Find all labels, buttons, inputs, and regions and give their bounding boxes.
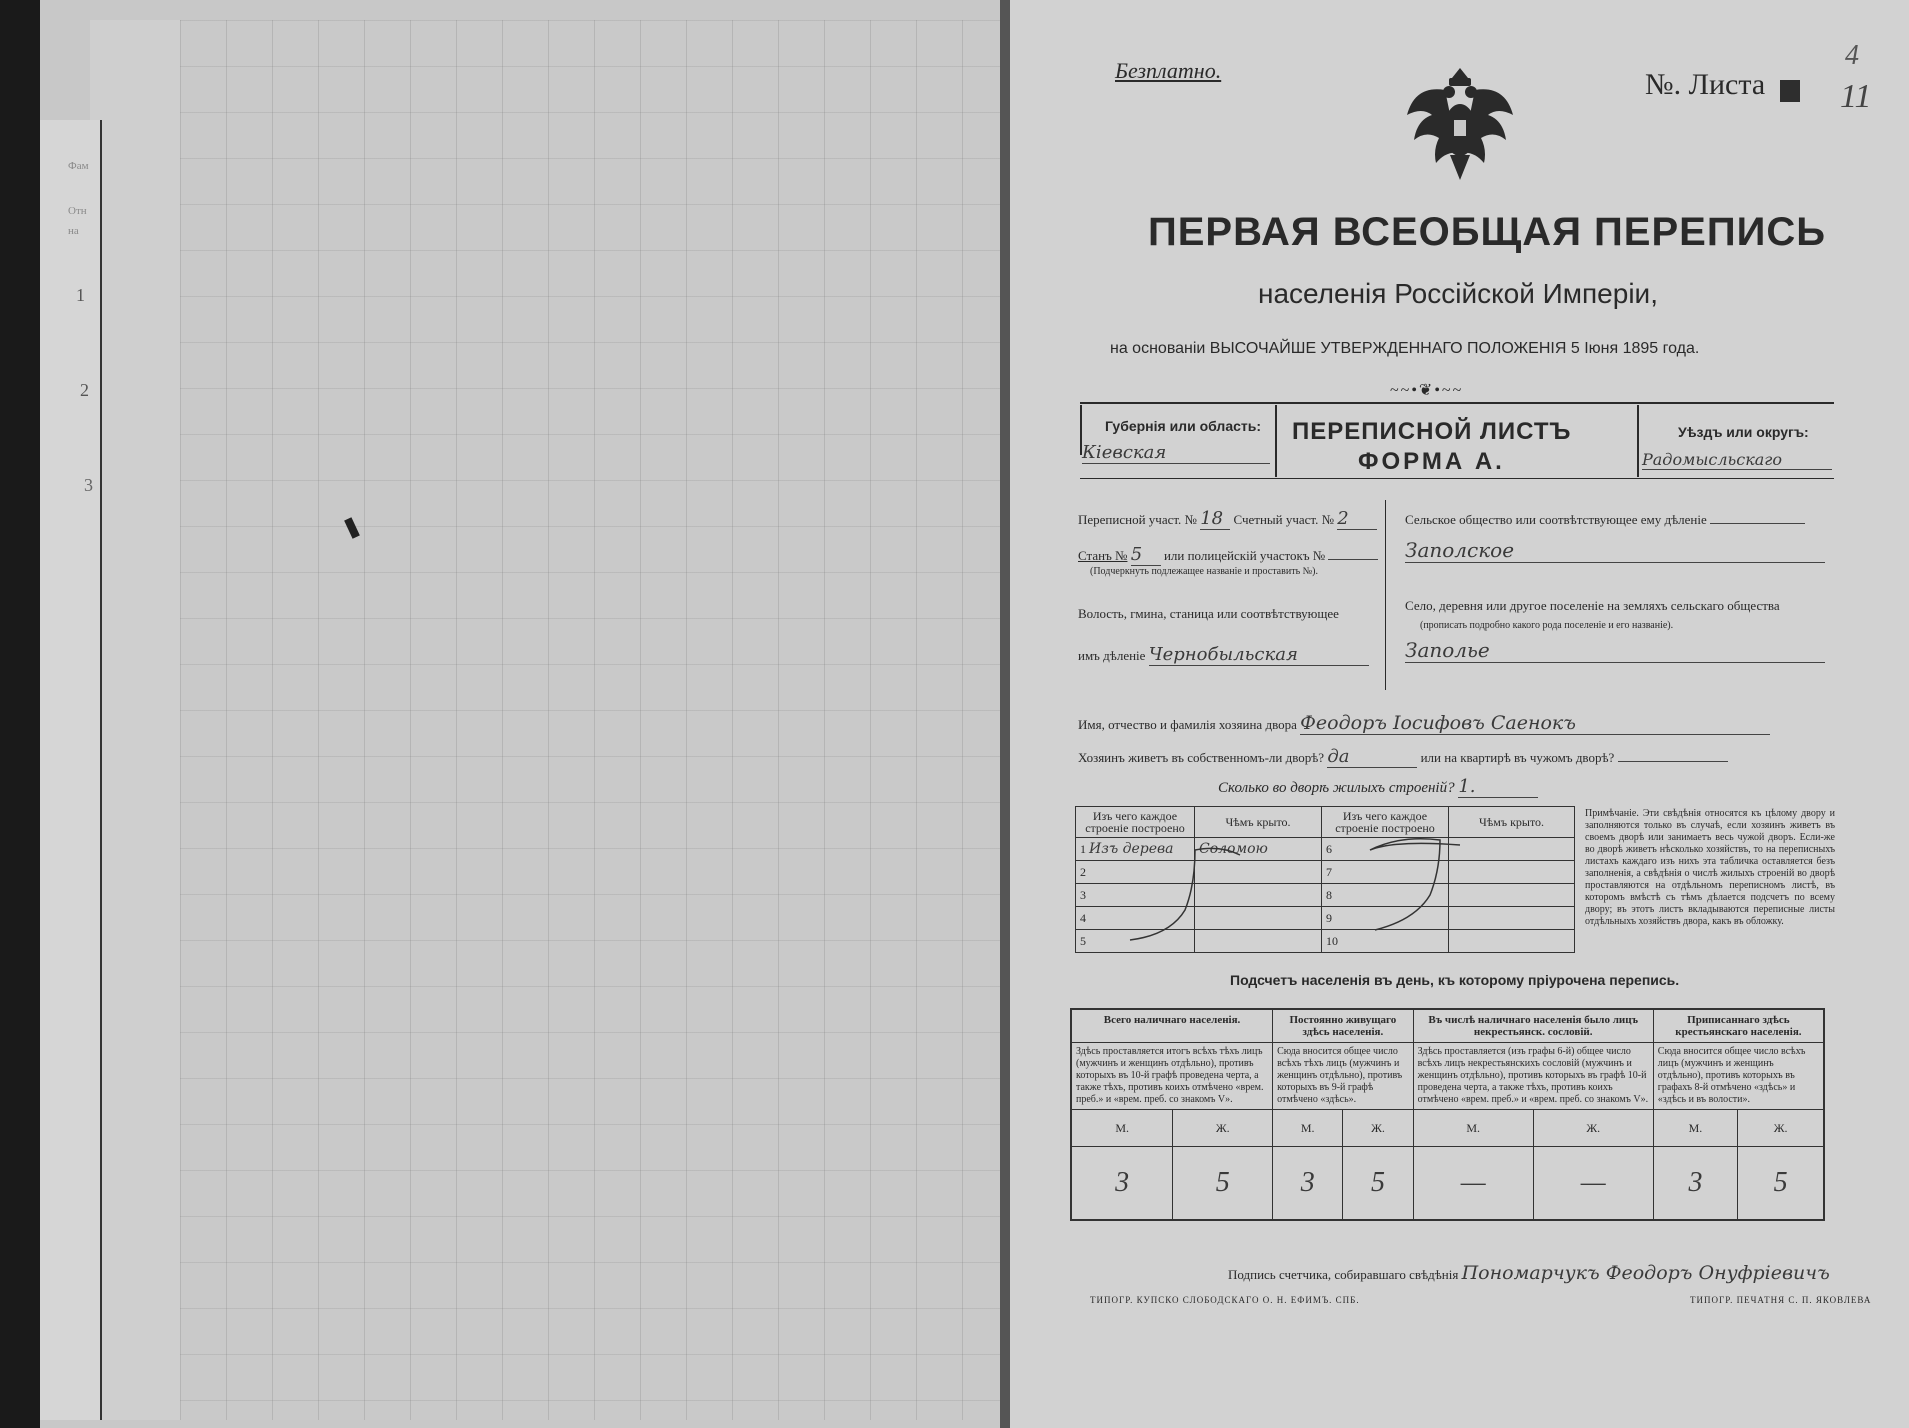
free-label: Безплатно.: [1115, 58, 1222, 83]
stan-row: [1078, 544, 1378, 566]
col-total-present-desc: Здѣсь проставляется итогъ всѣхъ тѣхъ лицъ (мужчинъ и женщинъ отдѣльно), противъ которыхъ въ 10-й графѣ проведена черта, а также тѣхъ, противъ коихъ отмѣчено «врем. преб.» и «врем. преб. со знакомъ V».: [1071, 1043, 1273, 1110]
village-note: (прописать подробно какого рода поселеніе и его названіе).: [1420, 620, 1674, 631]
volost-label: Волость, гмина, станица или соотвѣтствующее: [1078, 606, 1339, 621]
row-number: 7: [1322, 861, 1449, 884]
left-ledger-page: [180, 20, 1000, 1420]
sheet-handwritten-number: 11: [1840, 78, 1872, 115]
volost-row: [1078, 644, 1369, 666]
uezd-label: Уѣздъ или округъ:: [1678, 424, 1809, 440]
ornament-divider: ~~•❦•~~: [1390, 382, 1464, 399]
row-number: 4: [1076, 907, 1195, 930]
col-non-peasant: Въ числѣ наличнаго населенія было лицъ некрестьянск. сословій.: [1413, 1009, 1653, 1043]
owner-name-row: [1078, 712, 1770, 735]
rent-label: или на квартирѣ въ чужомъ дворѣ?: [1420, 750, 1615, 765]
buildings-label: Сколько во дворѣ жилыхъ строеній?: [1218, 780, 1455, 796]
rent-value: [1618, 761, 1728, 762]
header-rule-top: [1080, 402, 1834, 404]
row-number: 10: [1322, 930, 1449, 953]
form-title: ПЕРЕПИСНОЙ ЛИСТЪ: [1292, 418, 1572, 445]
owner-name-label: Имя, отчество и фамилія хозяина двора: [1078, 717, 1297, 732]
col-material: Изъ чего каждое строеніе построено: [1076, 807, 1195, 838]
volost-label-cont: имъ дѣленіе: [1078, 648, 1146, 663]
row-number: 1: [1080, 842, 1086, 856]
count-value: —: [1413, 1147, 1533, 1221]
female-label: Ж.: [1533, 1110, 1653, 1147]
header-divider: [1637, 405, 1639, 477]
village-value: Заполье: [1405, 638, 1825, 663]
counting-district-value: 2: [1337, 508, 1377, 530]
row-number: 8: [1322, 884, 1449, 907]
census-district-label: Переписной участ. №: [1078, 512, 1197, 527]
count-value: 5: [1173, 1147, 1273, 1221]
female-label: Ж.: [1343, 1110, 1413, 1147]
female-label: Ж.: [1738, 1110, 1824, 1147]
row-number: 5: [1076, 930, 1195, 953]
row-number: 3: [1076, 884, 1195, 907]
signature-value: Пономарчукъ Феодоръ Онуфріевичъ: [1461, 1262, 1830, 1284]
col-registered-peasant: Приписаннаго здѣсь крестьянскаго населенія.: [1653, 1009, 1824, 1043]
row1-roof: Соломою: [1195, 838, 1322, 861]
col-roof: Чѣмъ крыто.: [1195, 807, 1322, 838]
gubernia-value: Кіевская: [1082, 442, 1270, 464]
owner-name-value: Феодоръ Іосифовъ Саенокъ: [1300, 712, 1770, 735]
gubernia-label: Губернія или область:: [1105, 418, 1262, 434]
village-label: Село, деревня или другое поселеніе на земляхъ сельскаго общества: [1405, 598, 1780, 613]
form-type: ФОРМА А.: [1358, 448, 1505, 475]
population-count-table: [1070, 1008, 1825, 1221]
volost-value: Чернобыльская: [1149, 644, 1369, 666]
empty-rows-strike: [1110, 835, 1550, 950]
ledger-row-number: 2: [80, 380, 89, 400]
male-label: М.: [1071, 1110, 1173, 1147]
society-label: Сельское общество или соотвѣтствующее ему дѣленіе: [1405, 512, 1707, 527]
signature-label: Подпись счетчика, собиравшаго свѣдѣнія: [1228, 1267, 1459, 1282]
police-district-label: или полицейскій участокъ №: [1163, 548, 1326, 563]
buildings-value: 1.: [1458, 776, 1538, 798]
document-legal-basis: на основаніи ВЫСОЧАЙШЕ УТВЕРЖДЕННАГО ПОЛОЖЕНІЯ 5 Іюня 1895 года.: [1110, 340, 1700, 357]
column-divider: [1385, 500, 1386, 690]
document-subtitle: населенія Россійской Имперіи,: [1258, 278, 1658, 309]
owner-yard-row: [1078, 746, 1728, 768]
row-number: 6: [1322, 838, 1449, 861]
counting-district-label: Счетный участ. №: [1233, 512, 1335, 527]
male-label: М.: [1413, 1110, 1533, 1147]
sheet-number-box: [1780, 80, 1800, 102]
imperial-eagle-emblem: [1405, 60, 1515, 190]
count-value: 5: [1738, 1147, 1824, 1221]
header-rule-bottom: [1080, 478, 1834, 479]
count-value: 3: [1071, 1147, 1173, 1221]
ledger-row-number: 1: [76, 285, 85, 305]
count-value: —: [1533, 1147, 1653, 1221]
society-row: [1405, 512, 1805, 528]
female-label: Ж.: [1173, 1110, 1273, 1147]
society-value: Заполское: [1405, 538, 1825, 563]
printer-imprint: ТИПОГР. КУПСКО СЛОБОДСКАГО О. Н. ЕФИМЪ. СПБ.: [1090, 1295, 1360, 1305]
count-value: 5: [1343, 1147, 1413, 1221]
ledger-header-label: на: [68, 225, 79, 237]
row-number: 9: [1322, 907, 1449, 930]
male-label: М.: [1653, 1110, 1737, 1147]
left-page-edge: [90, 20, 190, 1420]
col-roof: Чѣмъ крыто.: [1449, 807, 1575, 838]
buildings-note: Примѣчаніе. Эти свѣдѣнія относятся къ цѣлому двору и заполняются только въ случаѣ, если хозяинъ живетъ въ своемъ дворѣ или занимаетъ весь чужой дворъ. Если-же во дворѣ живетъ нѣсколько хозяйствъ, то на переписныхъ листахъ каждаго изъ нихъ эта табличка оставляется безъ заполненія, а свѣдѣнія о числѣ жилыхъ строеній во дворѣ проставляются на отдѣльномъ переписномъ листѣ, въ которомъ вмѣстѣ съ тѣмъ дѣлается подсчетъ по всему двору; въ этотъ листъ вкладываются переписные листы отдѣльныхъ хозяйствъ двора, какъ въ обложку.: [1585, 808, 1835, 927]
count-heading: Подсчетъ населенія въ день, къ которому пріурочена перепись.: [1230, 972, 1680, 988]
col-permanent-desc: Сюда вносится общее число всѣхъ тѣхъ лицъ (мужчинъ и женщинъ отдѣльно), противъ которыхъ въ 9-й графѣ отмѣчено «здѣсь».: [1273, 1043, 1414, 1110]
col-permanent: Постоянно живущаго здѣсь населенія.: [1273, 1009, 1414, 1043]
count-value: 3: [1653, 1147, 1737, 1221]
male-label: М.: [1273, 1110, 1343, 1147]
own-yard-value: да: [1327, 746, 1417, 768]
row-number: 2: [1076, 861, 1195, 884]
col-registered-peasant-desc: Сюда вносится общее число всѣхъ лицъ (мужчинъ и женщинъ отдѣльно), противъ которыхъ въ графахъ 8-й отмѣчено «здѣсь» и «здѣсь и въ волости».: [1653, 1043, 1824, 1110]
header-divider: [1275, 405, 1277, 477]
count-value: 3: [1273, 1147, 1343, 1221]
ledger-header-label: Фам: [68, 160, 89, 172]
col-material: Изъ чего каждое строеніе построено: [1322, 807, 1449, 838]
census-district-row: [1078, 508, 1377, 530]
ledger-row-number: 3: [84, 475, 93, 495]
sheet-number-label: №. Листа: [1645, 68, 1766, 101]
left-page-edge-ruled: [40, 120, 102, 1420]
society-line: [1710, 523, 1805, 524]
uezd-value: Радомысльскаго: [1642, 450, 1832, 470]
printer-imprint: ТИПОГР. ПЕЧАТНЯ С. П. ЯКОВЛЕВА: [1690, 1295, 1872, 1305]
stan-note: (Подчеркнуть подлежащее названіе и проставить №).: [1090, 566, 1318, 577]
police-district-value: [1328, 559, 1378, 560]
stan-label: Станъ №: [1078, 548, 1128, 563]
census-district-value: 18: [1200, 508, 1230, 530]
ledger-header-label: Отн: [68, 205, 87, 217]
col-total-present: Всего наличнаго населенія.: [1071, 1009, 1273, 1043]
stan-value: 5: [1131, 544, 1161, 566]
buildings-row: [1218, 776, 1538, 798]
signature-row: [1228, 1262, 1830, 1284]
row1-material: Изъ дерева: [1089, 841, 1174, 857]
own-yard-label: Хозяинъ живетъ въ собственномъ-ли дворѣ?: [1078, 750, 1325, 765]
corner-handwritten-mark: 4: [1845, 40, 1859, 71]
document-title: ПЕРВАЯ ВСЕОБЩАЯ ПЕРЕПИСЬ: [1148, 210, 1826, 254]
col-non-peasant-desc: Здѣсь проставляется (изъ графы 6-й) общее число всѣхъ лицъ некрестьянскихъ сословій (мужчинъ и женщинъ отдѣльно), противъ которыхъ въ графѣ 10-й проведена черта, а также тѣхъ, противъ коихъ отмѣчено «врем. преб.» и «врем. преб. со знакомъ V».: [1413, 1043, 1653, 1110]
